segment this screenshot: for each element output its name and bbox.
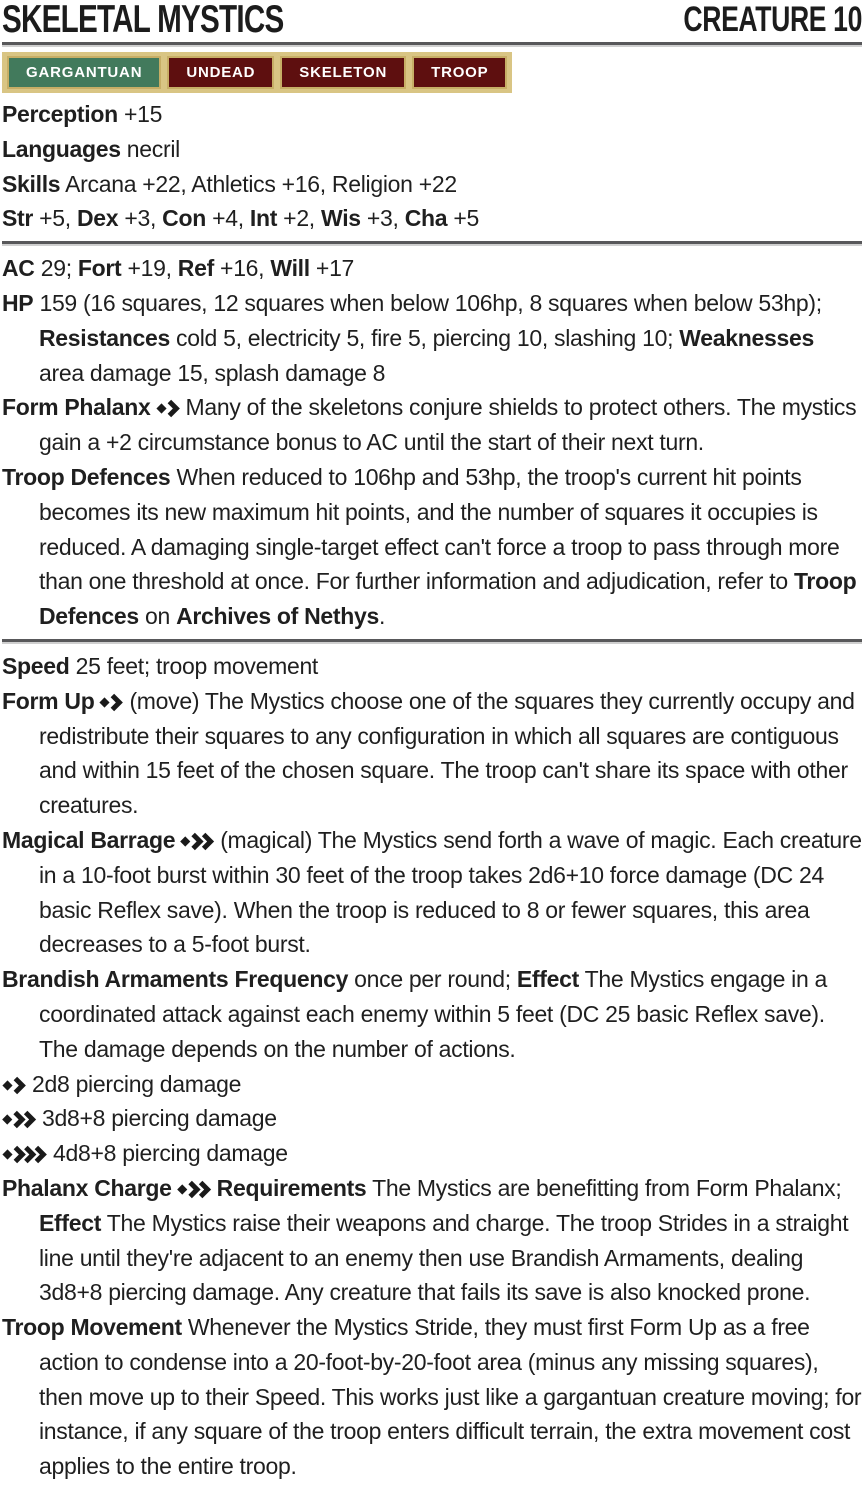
- text-run: +4,: [205, 205, 250, 232]
- text-run: once per round;: [348, 966, 517, 993]
- section-offense: [2, 649, 862, 1484]
- text-run: (magical) The Mystics send forth a wave of magic. Each creature in a 10-foot burst within 30 feet of the troop takes 2d6+10 force damage (DC 24 basic Reflex save). When the troop is reduced to 8 or fewer squares, this area decreases to a 5-foot burst.: [39, 826, 862, 958]
- trait-list: [2, 52, 512, 93]
- stat-paragraph: [2, 823, 862, 962]
- stat-paragraph: [2, 390, 862, 460]
- stat-paragraph: [2, 1067, 862, 1102]
- bold-label: Con: [162, 205, 206, 232]
- stat-paragraph: [2, 1136, 862, 1171]
- stat-paragraph: [2, 97, 862, 132]
- bold-label: Languages: [2, 135, 121, 162]
- text-run: +15: [117, 101, 163, 127]
- bold-label: Perception: [2, 101, 118, 127]
- bold-label: Cha: [404, 205, 448, 232]
- bold-label: Magical Barrage: [2, 826, 176, 853]
- text-run: area damage 15, splash damage 8: [39, 359, 386, 386]
- bold-label: Skills: [2, 170, 61, 197]
- bold-label: Phalanx Charge: [2, 1174, 172, 1201]
- bold-label: Form Up: [2, 687, 95, 714]
- text-run: Whenever the Mystics Stride, they must first Form Up as a free action to condense into a 20-foot-by-20-foot area (minus any missing squares), then move up to their Speed. This works just like a gargantuan creature moving; for instance, if any square of the troop enters difficult terrain, the extra movement cost applies to the entire troop.: [39, 1314, 862, 1480]
- text-run: 2d8 piercing damage: [32, 1070, 242, 1097]
- stat-paragraph: [2, 649, 862, 684]
- bold-label: Troop Movement: [2, 1314, 182, 1341]
- text-run: 29;: [34, 255, 78, 282]
- stat-paragraph: [2, 684, 862, 823]
- bold-label: Dex: [76, 205, 119, 232]
- bold-label: Archives of Nethys: [176, 603, 380, 630]
- bold-label: Ref: [177, 255, 214, 282]
- stat-sections: [2, 97, 862, 1484]
- two-actions-icon: [177, 1179, 212, 1200]
- stat-paragraph: [2, 460, 862, 634]
- text-run: +5: [447, 205, 479, 232]
- text-run: 159 (16 squares, 12 squares when below 106hp, 8 squares when below 53hp);: [33, 289, 822, 316]
- text-run: 3d8+8 piercing damage: [42, 1105, 277, 1132]
- stat-paragraph: [2, 286, 862, 390]
- text-run: on: [138, 603, 177, 630]
- bold-label: Effect: [516, 966, 579, 993]
- trait-gargantuan[interactable]: GARGANTUAN: [7, 56, 161, 89]
- text-run: 25 feet; troop movement: [69, 652, 319, 679]
- bold-label: Resistances: [39, 324, 170, 351]
- stat-paragraph: [2, 251, 862, 286]
- stat-paragraph: [2, 1310, 862, 1484]
- section-defense: [2, 251, 862, 634]
- trait-skeleton[interactable]: SKELETON: [280, 56, 406, 89]
- stat-paragraph: [2, 167, 862, 202]
- text-run: Many of the skeletons conjure shields to protect others. The mystics gain a +2 circumstance bonus to AC until the start of their next turn.: [39, 394, 857, 456]
- bold-label: Speed: [2, 652, 70, 679]
- trait-troop[interactable]: TROOP: [412, 56, 507, 89]
- section-divider: [2, 639, 862, 644]
- text-run: +3,: [360, 205, 405, 232]
- text-run: (move) The Mystics choose one of the squares they currently occupy and redistribute their squares to any configuration in which all squares are contiguous and within 15 feet of the chosen square. The troop can't share its space with other creatures.: [39, 687, 855, 819]
- stat-paragraph: [2, 132, 862, 167]
- bold-label: Requirements: [216, 1174, 367, 1201]
- three-actions-icon: [2, 1144, 48, 1165]
- bold-label: Brandish Armaments Frequency: [2, 966, 349, 993]
- one-action-icon: [99, 692, 124, 713]
- text-run: .: [379, 603, 386, 630]
- bold-label: Fort: [77, 255, 122, 282]
- text-run: +19,: [121, 255, 178, 282]
- bold-label: AC: [2, 255, 35, 282]
- text-run: 4d8+8 piercing damage: [53, 1140, 288, 1167]
- stat-paragraph: [2, 201, 862, 236]
- section-divider: [2, 241, 862, 246]
- text-run: +3,: [118, 205, 163, 232]
- text-run: Arcana +22, Athletics +16, Religion +22: [60, 170, 457, 197]
- creature-level: CREATURE 10: [683, 0, 862, 39]
- stat-paragraph: [2, 1101, 862, 1136]
- bold-label: Form Phalanx: [2, 394, 151, 421]
- section-stats: [2, 97, 862, 236]
- stat-paragraph: [2, 1171, 862, 1310]
- two-actions-icon: [180, 831, 215, 852]
- text-run: The Mystics raise their weapons and charge. The troop Strides in a straight line until they're adjacent to an enemy then use Brandish Armaments, dealing 3d8+8 piercing damage. Any creature that fails its save is also knocked prone.: [39, 1209, 849, 1306]
- text-run: cold 5, electricity 5, fire 5, piercing 10, slashing 10;: [169, 324, 680, 351]
- text-run: The Mystics engage in a coordinated attack against each enemy within 5 feet (DC 25 basic Reflex save). The damage depends on the number of actions.: [39, 966, 828, 1062]
- bold-label: Troop Defences: [2, 463, 171, 490]
- text-run: +17: [309, 255, 355, 282]
- bold-label: Str: [2, 205, 34, 232]
- text-run: necril: [120, 135, 180, 162]
- creature-name: SKELETAL MYSTICS: [2, 0, 284, 41]
- bold-label: Int: [249, 205, 278, 232]
- bold-label: Weaknesses: [679, 324, 814, 351]
- bold-label: Effect: [39, 1209, 102, 1236]
- bold-label: Wis: [321, 205, 361, 232]
- text-run: +2,: [277, 205, 321, 232]
- text-run: +5,: [33, 205, 77, 232]
- text-run: The Mystics are benefitting from Form Phalanx;: [366, 1174, 842, 1201]
- one-action-icon: [156, 398, 181, 419]
- text-run: +16,: [213, 255, 271, 282]
- bold-label: Will: [270, 255, 310, 282]
- trait-undead[interactable]: UNDEAD: [167, 56, 274, 89]
- one-action-icon: [2, 1075, 27, 1096]
- text-run: When reduced to 106hp and 53hp, the troop's current hit points becomes its new maximum hit points, and the number of squares it occupies is reduced. A damaging single-target effect can't force a troop to pass through more than one threshold at once. For further information and adjudication, refer to: [39, 463, 840, 595]
- stat-paragraph: [2, 962, 862, 1066]
- header-divider: [2, 42, 862, 47]
- bold-label: HP: [2, 289, 34, 316]
- bold-label: Troop Defences: [39, 568, 857, 630]
- header: [2, 0, 862, 40]
- two-actions-icon: [2, 1109, 37, 1130]
